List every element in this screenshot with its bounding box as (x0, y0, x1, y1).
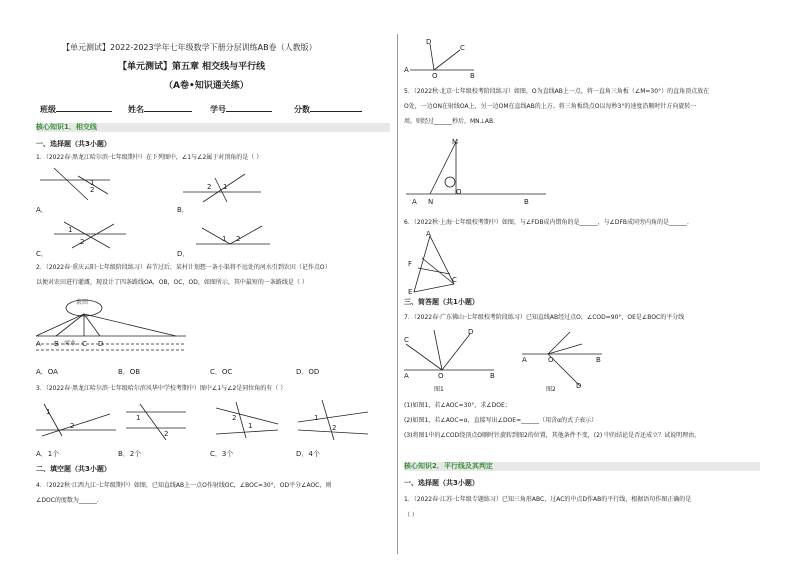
q1-figure-b (183, 170, 261, 202)
q7-figure-1 (404, 328, 494, 382)
question-3: 3．（2022春·黑龙江哈尔滨·七年级哈尔滨风华中学校考期中）图中∠1与∠2是同位角的有（ ） (36, 385, 287, 392)
q2-option-b[interactable]: B．OB (118, 368, 141, 376)
svg-text:1: 1 (46, 408, 51, 416)
q3-option-c[interactable]: C．3个 (210, 450, 234, 458)
class-label: 班级 (40, 105, 56, 114)
q4-figure (404, 38, 475, 80)
svg-text:N: N (428, 198, 434, 206)
q3-figure-3 (216, 402, 278, 438)
q2-river-label: 河水 (64, 340, 77, 347)
svg-text:D: D (426, 38, 432, 46)
svg-text:2: 2 (70, 422, 75, 430)
svg-text:B: B (54, 340, 59, 348)
question-2-line2: 以便对农田进行灌溉，现设计了四条路线OA，OB，OC，OD，如图所示，其中最短的一条路线是（ ） (36, 279, 308, 286)
q7-figure-1-caption: 图1 (434, 386, 444, 393)
svg-text:A: A (522, 356, 527, 364)
name-label: 姓名 (128, 105, 144, 114)
q3-figure-4 (298, 400, 368, 440)
svg-text:2: 2 (232, 414, 237, 422)
svg-text:O: O (548, 356, 554, 364)
svg-text:C: C (452, 276, 457, 284)
q1-option-a[interactable]: A． (36, 206, 48, 214)
class-field (40, 102, 112, 115)
knowledge-point-2: 核心知识2．平行线及其判定 (404, 462, 760, 471)
section-answer: 三、简答题（共1小题） (404, 298, 479, 306)
question-5-line1: 5．（2022秋·北京·七年级校考阶段练习）如图，O为直线AB上一点，将一直角三角板（∠M=30°）的直角顶点放在 (404, 88, 710, 95)
knowledge-point-1: 核心知识1．相交线 (36, 123, 390, 132)
svg-text:D: D (468, 328, 474, 336)
q1-option-c[interactable]: C． (36, 250, 48, 258)
q1-option-b[interactable]: B． (177, 206, 189, 214)
page-subtitle: （A卷•知识通关练） (164, 81, 249, 91)
svg-text:B: B (596, 356, 601, 364)
svg-text:B: B (470, 72, 475, 80)
svg-text:1: 1 (222, 235, 227, 243)
svg-text:1: 1 (68, 226, 73, 234)
q1-figure-a (40, 168, 110, 202)
svg-text:M: M (452, 138, 459, 146)
question-7-part1: (1)如图1，若∠AOC=30°，求∠DOE； (404, 402, 511, 409)
column-divider (397, 34, 398, 554)
q2-figure (36, 294, 186, 360)
q1-figure-c (54, 222, 126, 248)
q7-figure-2 (522, 330, 602, 390)
svg-text:2: 2 (80, 238, 85, 246)
question-8-line1: 1．（2022春·江苏·七年级专题练习）已知三角形ABC，过AC的中点D作AB的平行线，根据语句作图正确的是 (404, 496, 692, 503)
svg-text:1: 1 (223, 183, 228, 191)
svg-text:1: 1 (136, 414, 141, 422)
question-5-line2: O处，一边ON在射线OA上，另一边OM在直线AB的上方。将三角板绕点O以每秒3°的速度沿顺时针方向旋转一 (404, 103, 697, 110)
svg-text:2: 2 (90, 186, 95, 194)
name-field (128, 102, 192, 115)
q6-figure (408, 230, 458, 296)
svg-text:F: F (408, 260, 413, 268)
id-label: 学号 (210, 105, 226, 114)
svg-text:C: C (404, 336, 409, 344)
svg-text:1: 1 (90, 179, 95, 187)
section-choice-2: 一、选择题（共3小题） (404, 479, 479, 487)
svg-text:A: A (404, 372, 409, 380)
svg-text:1: 1 (248, 422, 253, 430)
svg-text:2: 2 (332, 424, 337, 432)
question-4-line2: ∠DOC的度数为______. (36, 497, 99, 504)
svg-text:C: C (460, 44, 465, 52)
question-2-line1: 2．（2022春·重庆云阳·七年级阶段练习）春节过后，某村计划想一条小渠将不远处的河水引到农田（记作点O） (36, 264, 331, 271)
svg-text:A: A (426, 230, 431, 238)
svg-text:2: 2 (164, 430, 169, 438)
question-6: 6．（2022秋·上海·七年级校考期中）如图，与∠FDB成内错角的是______，与∠DFB成同旁内角的是______． (404, 219, 694, 226)
q2-option-d[interactable]: D．OD (296, 368, 320, 376)
q3-option-d[interactable]: D．4个 (296, 450, 320, 458)
q3-figure-1 (36, 400, 116, 440)
svg-text:O: O (432, 72, 438, 80)
q1-figure-d (196, 224, 270, 248)
q3-option-a[interactable]: A．1个 (36, 450, 60, 458)
q3-option-b[interactable]: B．2个 (118, 450, 142, 458)
svg-text:D: D (98, 340, 104, 348)
question-8-line2: （ ） (404, 512, 418, 519)
question-7-part2: (2)如图1，若∠AOC=α，直接写出∠DOE=______（用含α的式子表示） (404, 417, 598, 424)
question-5-line3: 周。则经过______秒后，MN⊥AB． (404, 118, 500, 125)
section-fill: 二、填空题（共3小题） (36, 465, 111, 473)
svg-text:O: O (438, 372, 444, 380)
q7-figure-2-caption: 图2 (546, 386, 556, 393)
svg-text:1: 1 (314, 414, 319, 422)
svg-text:O: O (456, 188, 462, 196)
q2-farm-label: 农田 (76, 299, 89, 306)
question-1: 1．（2022春·黑龙江哈尔滨·七年级期中）在下列图中，∠1与∠2属于对顶角的是（ ） (36, 154, 263, 161)
svg-text:B: B (490, 372, 495, 380)
score-label: 分数 (294, 105, 310, 114)
svg-text:2: 2 (236, 235, 241, 243)
page-title: 【单元测试】第五章 相交线与平行线 (118, 62, 266, 72)
section-choice-1: 一、选择题（共3小题） (36, 140, 111, 148)
q2-option-a[interactable]: A．OA (36, 368, 58, 376)
header-top-line: 【单元测试】2022-2023学年七年级数学下册分层训练AB卷（人教版） (62, 43, 317, 52)
question-7-line1: 7．（2022春·广东佛山·七年级校考阶段练习）已知直线AB经过点O，∠COD=90°，OE是∠BOC的平分线 (404, 314, 685, 321)
svg-text:A: A (412, 198, 417, 206)
question-7-part3: (3)将图1中的∠COD绕顶点O顺时针旋转到图2的位置，其他条件不变，(2) 中的结论是否还成立？试说明理由。 (404, 432, 701, 439)
svg-text:2: 2 (207, 183, 212, 191)
q3-figure-2 (126, 404, 186, 440)
q1-option-d[interactable]: D． (177, 250, 190, 258)
id-field (210, 102, 272, 115)
svg-text:A: A (36, 340, 41, 348)
score-field (294, 102, 362, 115)
svg-text:B: B (524, 198, 529, 206)
svg-text:D: D (576, 382, 582, 390)
svg-text:C: C (82, 340, 87, 348)
svg-text:A: A (404, 66, 409, 74)
q2-option-c[interactable]: C．OC (210, 368, 233, 376)
question-4-line1: 4．（2022秋·江西九江·七年级期中）如图，已知直线AB上一点O作射线OC，∠BOC=30°，OD平分∠AOC，则 (36, 482, 332, 489)
q5-figure (406, 136, 546, 206)
svg-text:E: E (408, 288, 413, 296)
